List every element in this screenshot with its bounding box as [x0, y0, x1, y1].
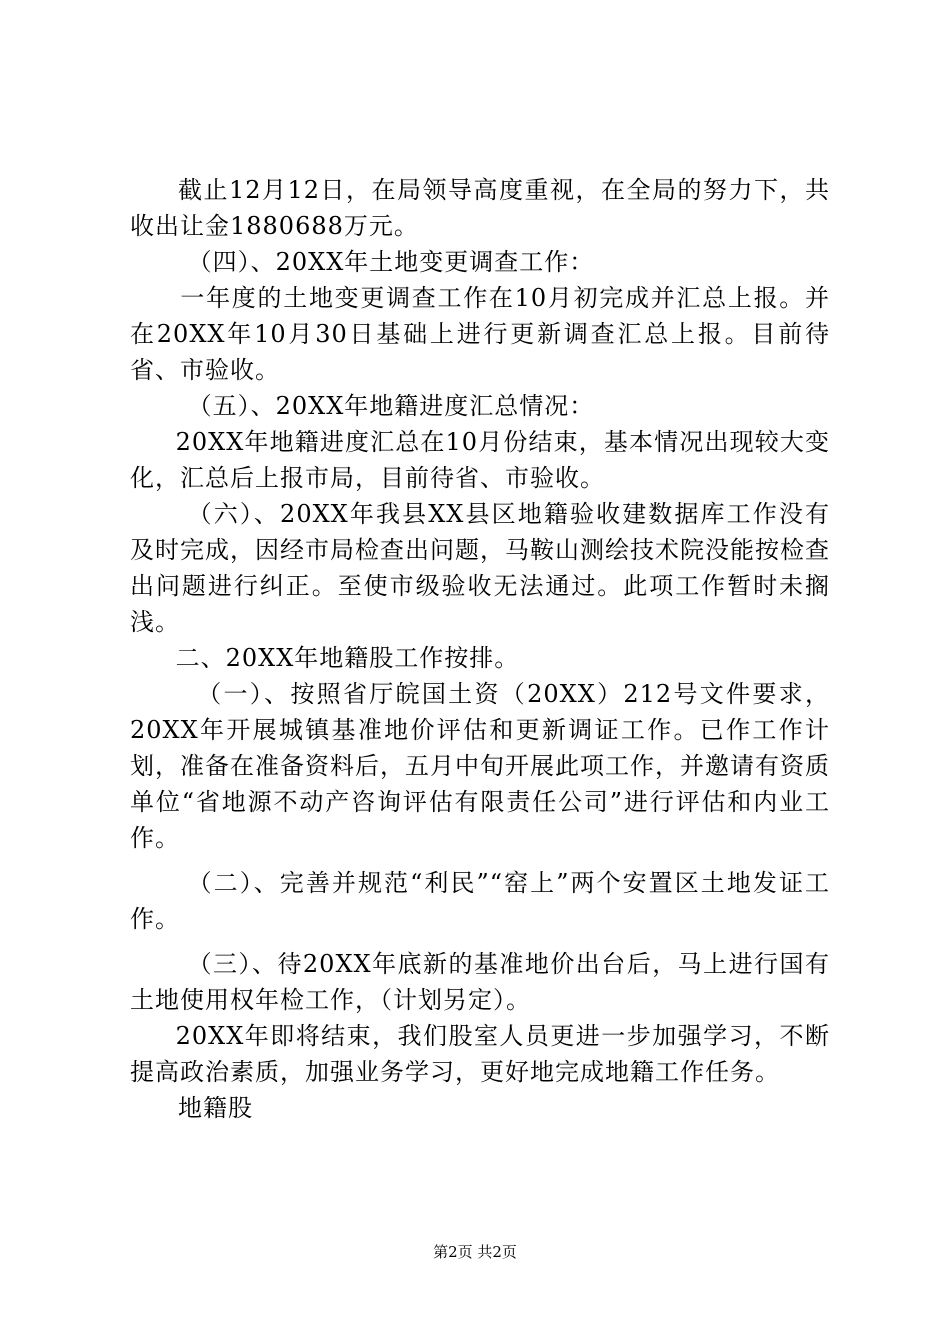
paragraph: （六）、20XX年我县XX县区地籍验收建数据库工作没有及时完成，因经市局检查出问题，马鞍山测绘技术院没能按检查出问题进行纠正。至使市级验收无法通过。此项工作暂时未搁浅。	[130, 500, 830, 636]
signature-line: 地籍股	[178, 1094, 253, 1122]
paragraph: 20XX年地籍进度汇总在10月份结束，基本情况出现较大变化，汇总后上报市局，目前待省、市验收。	[130, 428, 830, 492]
paragraph: （三）、待20XX年底新的基准地价出台后，马上进行国有土地使用权年检工作，（计划另定）。	[130, 950, 830, 1014]
paragraph: （二）、完善并规范“利民”“窑上”两个安置区土地发证工作。	[130, 869, 830, 933]
section-heading: （五）、20XX年地籍进度汇总情况：	[187, 392, 595, 420]
section-heading: 二、20XX年地籍股工作按排。	[175, 644, 520, 672]
paragraph: （一）、按照省厅皖国土资（20XX）212号文件要求，20XX年开展城镇基准地价评估和更新调证工作。已作工作计划，准备在准备资料后，五月中旬开展此项工作，并邀请有资质单位“省地源不动产咨询评估有限责任公司”进行评估和内业工作。	[130, 680, 830, 852]
document-body	[130, 172, 830, 1126]
page-number: 第2页	[433, 1243, 473, 1261]
section-heading: （四）、20XX年土地变更调查工作：	[187, 248, 595, 276]
paragraph: 一年度的土地变更调查工作在10月初完成并汇总上报。并在20XX年10月30日基础上进行更新调查汇总上报。目前待省、市验收。	[130, 284, 830, 384]
page-total: 共2页	[477, 1243, 517, 1261]
page-footer	[0, 1242, 950, 1262]
paragraph: 截止12月12日，在局领导高度重视，在全局的努力下，共收出让金1880688万元。	[130, 176, 830, 240]
paragraph: 20XX年即将结束，我们股室人员更进一步加强学习，不断提高政治素质，加强业务学习，更好地完成地籍工作任务。	[130, 1022, 830, 1086]
